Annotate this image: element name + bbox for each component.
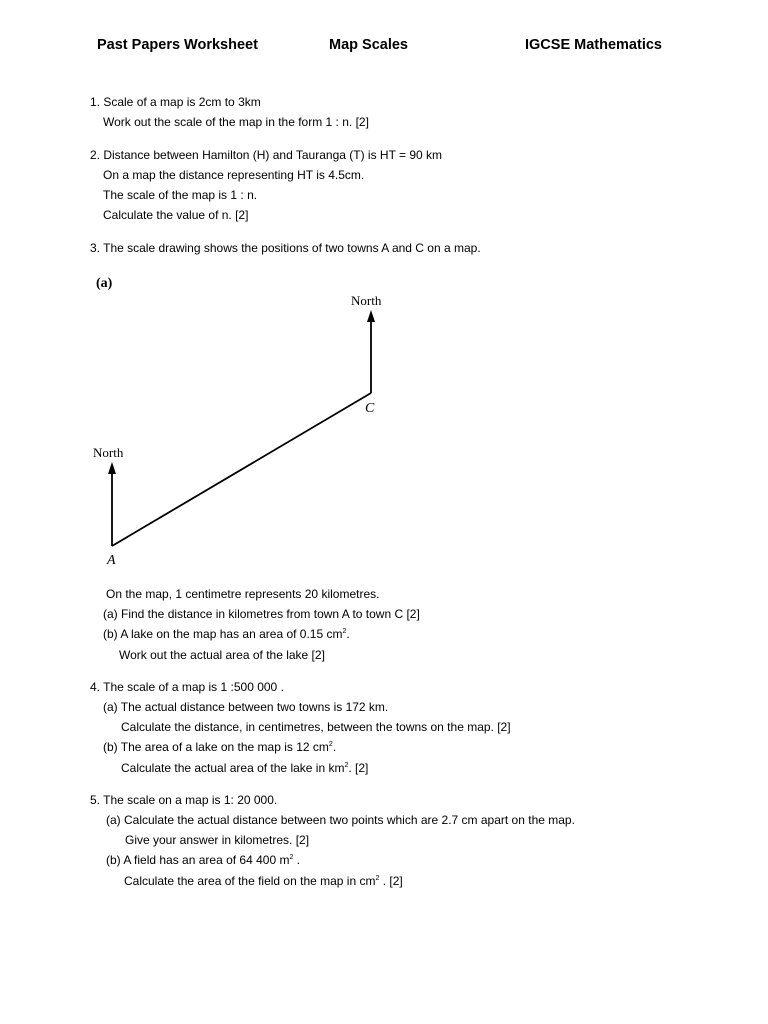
q2-line-1: 2. Distance between Hamilton (H) and Tauranga (T) is HT = 90 km	[90, 148, 443, 162]
north-label-c: North	[351, 293, 382, 308]
header-center-title: Map Scales	[329, 37, 408, 53]
q5-line-2: (a) Calculate the actual distance between two points which are 2.7 cm apart on the map.	[106, 813, 575, 827]
q2-line-3: The scale of the map is 1 : n.	[103, 188, 258, 202]
line-a-to-c	[112, 393, 371, 546]
q4-line-4-end: .	[332, 740, 337, 754]
q4-line-4-text: (b) The area of a lake on the map is 12 cm	[103, 740, 329, 754]
q5-line-4-end: .	[293, 853, 301, 867]
q4-line-2: (a) The actual distance between two towns is 172 km.	[103, 700, 389, 714]
q3-line-2: On the map, 1 centimetre represents 20 kilometres.	[106, 587, 380, 601]
town-a-label: A	[107, 553, 116, 568]
q1-line-2: Work out the scale of the map in the form 1 : n. [2]	[103, 115, 369, 129]
q5-line-5-sup: 2	[375, 875, 380, 882]
town-c-label: C	[365, 401, 375, 416]
header-left-title: Past Papers Worksheet	[97, 37, 258, 53]
q5-line-3: Give your answer in kilometres. [2]	[125, 833, 310, 847]
north-arrowhead-a	[108, 462, 116, 474]
q3-line-5: Work out the actual area of the lake [2]	[119, 648, 325, 662]
q4-line-4	[103, 740, 336, 754]
q4-line-5-text: Calculate the actual area of the lake in km	[121, 761, 345, 775]
q5-line-4	[106, 853, 300, 867]
q4-line-5-sup: 2	[344, 762, 349, 769]
q3-line-4-end: .	[346, 627, 350, 641]
q3-line-4	[103, 627, 350, 641]
q4-line-3: Calculate the distance, in centimetres, between the towns on the map. [2]	[121, 720, 511, 734]
q5-line-5-end: . [2]	[379, 874, 403, 888]
q3-line-4-sup: 2	[342, 628, 347, 635]
q2-line-2: On a map the distance representing HT is 4.5cm.	[103, 168, 365, 182]
diagram-part-label: (a)	[96, 276, 113, 291]
q5-line-5	[124, 874, 403, 888]
q3-line-4-text: (b) A lake on the map has an area of 0.15 cm	[103, 627, 343, 641]
q3-line-1: 3. The scale drawing shows the positions of two towns A and C on a map.	[90, 241, 481, 255]
q4-line-4-sup: 2	[328, 741, 333, 748]
q4-line-5-end: . [2]	[348, 761, 369, 775]
north-arrowhead-c	[367, 310, 375, 322]
q5-line-5-text: Calculate the area of the field on the map in cm	[124, 874, 376, 888]
q5-line-4-sup: 2	[289, 854, 294, 861]
q5-line-4-text: (b) A field has an area of 64 400 m	[106, 853, 290, 867]
q4-line-5	[121, 761, 368, 775]
q5-line-1: 5. The scale on a map is 1: 20 000.	[90, 793, 278, 807]
q1-line-1: 1. Scale of a map is 2cm to 3km	[90, 95, 261, 109]
north-label-a: North	[93, 445, 124, 460]
q4-line-1: 4. The scale of a map is 1 :500 000 .	[90, 680, 284, 694]
q2-line-4: Calculate the value of n. [2]	[103, 208, 249, 222]
q3-line-3: (a) Find the distance in kilometres from town A to town C [2]	[103, 607, 420, 621]
header-right-title: IGCSE Mathematics	[525, 37, 662, 53]
